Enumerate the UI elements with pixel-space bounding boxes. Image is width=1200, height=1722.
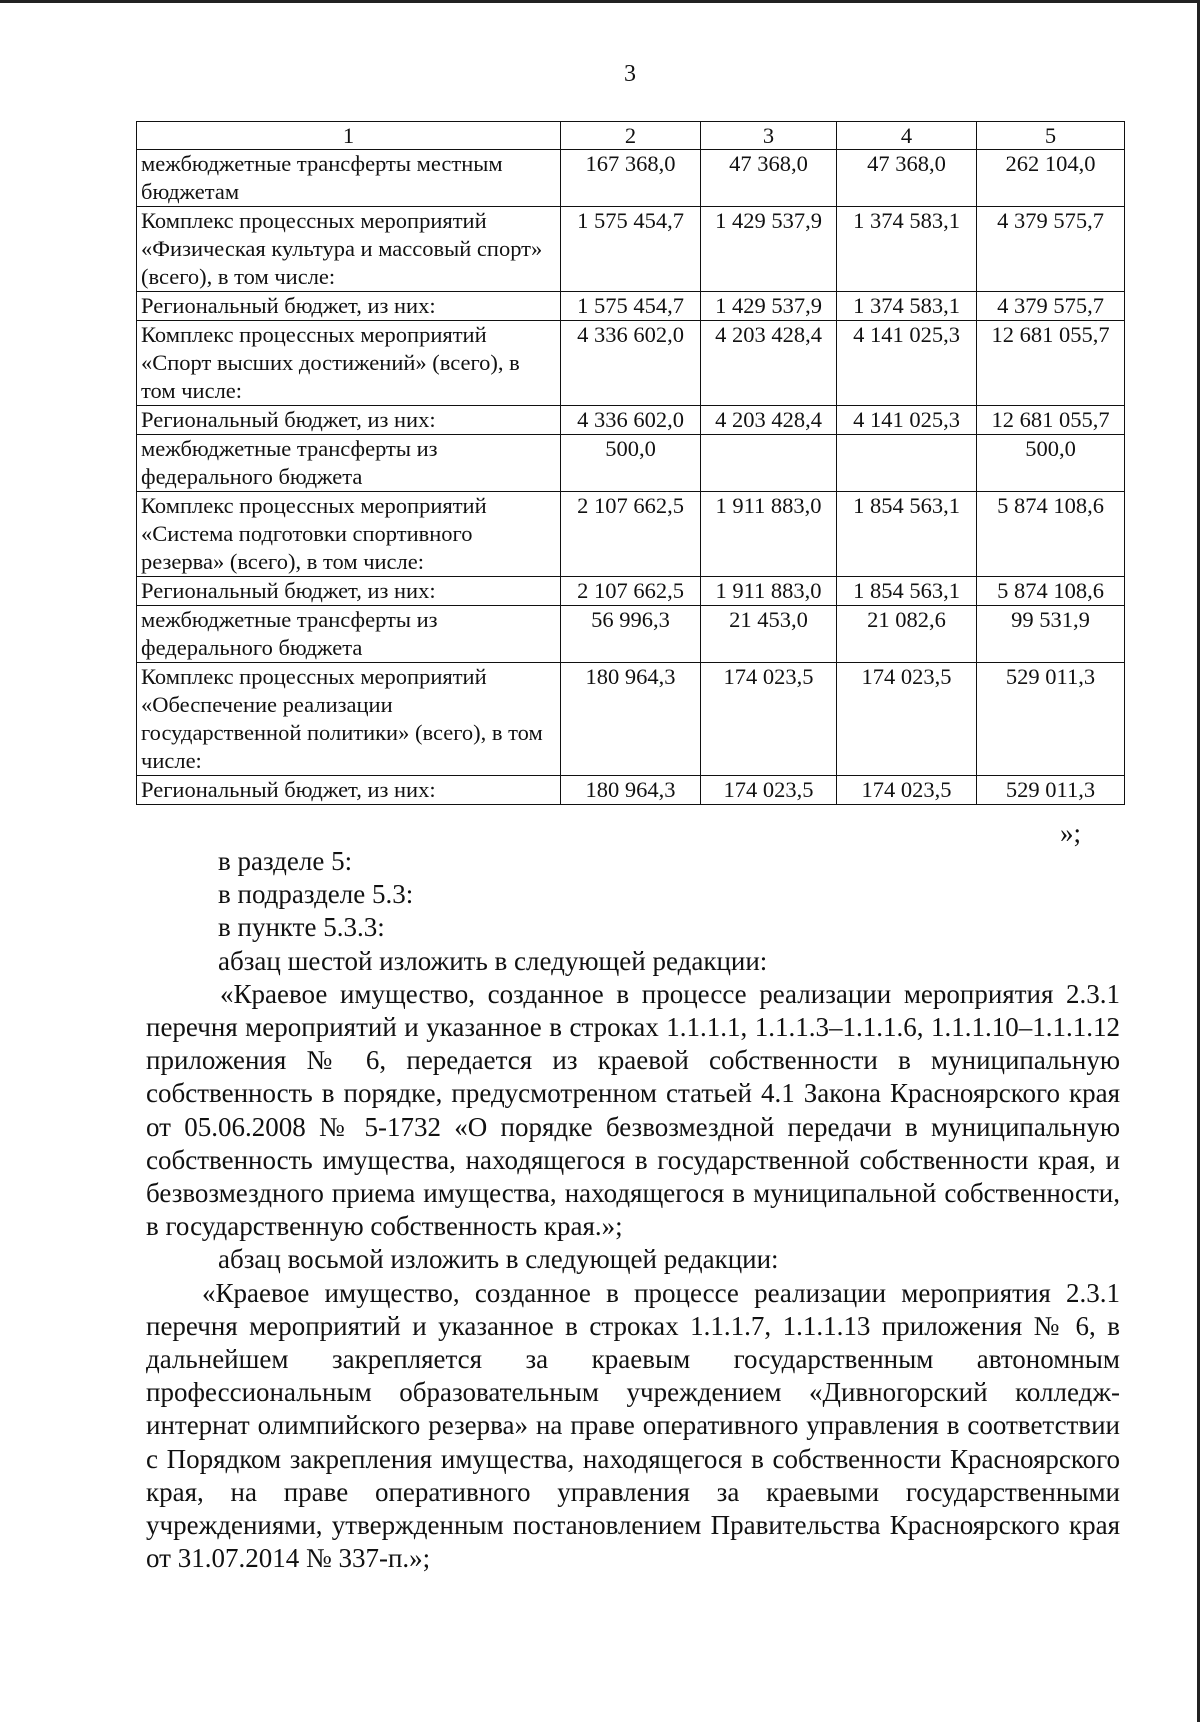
amended-paragraph: «Краевое имущество, созданное в процессе реализации мероприятия 2.3.1 перечня мероприятий и указанное в строках 1.1.1.1, 1.1.1.3–1.1.1.6, 1.1.1.10–1.1.1.12 приложения № 6, передается из краевой собственности в муниципальную собственность в порядке, предусмотренном статьей 4.1 Закона Красноярского края от 05.06.2008 № 5-1732 «О порядке безвозмездной передачи в муниципальную собственность имущества, находящегося в государственной собственности края, и безвозмездного приема имущества, находящегося в муниципальной собственности, в государственную собственность края.»; — [146, 978, 1120, 1242]
cell-value: 1 575 454,7 — [561, 292, 701, 321]
subsection-reference: в подразделе 5.3: — [218, 879, 414, 910]
cell-value: 4 379 575,7 — [977, 292, 1125, 321]
cell-value: 2 107 662,5 — [561, 577, 701, 606]
cell-value: 529 011,3 — [977, 663, 1125, 776]
row-label: Комплекс процессных мероприятий «Система подготовки спортивного резерва» (всего), в том числе: — [137, 492, 561, 577]
cell-value: 1 911 883,0 — [701, 492, 837, 577]
amendment-text — [146, 845, 1120, 1575]
row-label: Региональный бюджет, из них: — [137, 776, 561, 805]
cell-value — [837, 435, 977, 492]
table-row — [137, 406, 1125, 435]
column-header: 2 — [561, 122, 701, 150]
cell-value: 21 082,6 — [837, 606, 977, 663]
cell-value: 1 429 537,9 — [701, 207, 837, 292]
table-row — [137, 292, 1125, 321]
cell-value: 1 429 537,9 — [701, 292, 837, 321]
paragraph-instruction: абзац восьмой изложить в следующей редакции: — [218, 1244, 779, 1275]
cell-value: 529 011,3 — [977, 776, 1125, 805]
amended-paragraph: «Краевое имущество, созданное в процессе реализации мероприятия 2.3.1 перечня мероприятий и указанное в строках 1.1.1.7, 1.1.1.13 приложения № 6, в дальнейшем закрепляется за краевым государственным автономным профессиональным образовательным учреждением «Дивногорский колледж-интернат олимпийского резерва» на праве оперативного управления в соответствии с Порядком закрепления имущества, находящегося в собственности Красноярского края, на праве оперативного управления за краевыми государственными учреждениями, утвержденным постановлением Правительства Красноярского края от 31.07.2014 № 337-п.»; — [146, 1277, 1120, 1574]
row-label: Региональный бюджет, из них: — [137, 406, 561, 435]
row-label: межбюджетные трансферты из федерального бюджета — [137, 435, 561, 492]
section-reference: в разделе 5: — [218, 846, 353, 876]
table-row — [137, 577, 1125, 606]
cell-value: 4 141 025,3 — [837, 406, 977, 435]
row-label: Региональный бюджет, из них: — [137, 292, 561, 321]
row-label: Комплекс процессных мероприятий «Физическая культура и массовый спорт» (всего), в том числе: — [137, 207, 561, 292]
cell-value: 1 374 583,1 — [837, 292, 977, 321]
column-header: 4 — [837, 122, 977, 150]
table-row — [137, 207, 1125, 292]
table-row — [137, 776, 1125, 805]
table-header-row — [137, 122, 1125, 150]
cell-value: 4 203 428,4 — [701, 321, 837, 406]
cell-value: 5 874 108,6 — [977, 577, 1125, 606]
cell-value: 167 368,0 — [561, 150, 701, 207]
cell-value: 1 854 563,1 — [837, 492, 977, 577]
cell-value: 4 336 602,0 — [561, 321, 701, 406]
cell-value: 500,0 — [561, 435, 701, 492]
cell-value: 47 368,0 — [701, 150, 837, 207]
row-label: межбюджетные трансферты местным бюджетам — [137, 150, 561, 207]
cell-value: 21 453,0 — [701, 606, 837, 663]
budget-table — [136, 121, 1125, 805]
table-row — [137, 321, 1125, 406]
cell-value: 99 531,9 — [977, 606, 1125, 663]
cell-value: 12 681 055,7 — [977, 406, 1125, 435]
cell-value: 47 368,0 — [837, 150, 977, 207]
cell-value: 174 023,5 — [701, 663, 837, 776]
row-label: Комплекс процессных мероприятий «Обеспечение реализации государственной политики» (всего), в том числе: — [137, 663, 561, 776]
cell-value: 4 379 575,7 — [977, 207, 1125, 292]
cell-value: 500,0 — [977, 435, 1125, 492]
cell-value: 174 023,5 — [837, 663, 977, 776]
cell-value: 2 107 662,5 — [561, 492, 701, 577]
row-label: межбюджетные трансферты из федерального бюджета — [137, 606, 561, 663]
cell-value — [701, 435, 837, 492]
clause-reference: в пункте 5.3.3: — [218, 912, 385, 943]
table-row — [137, 492, 1125, 577]
column-header: 3 — [701, 122, 837, 150]
cell-value: 262 104,0 — [977, 150, 1125, 207]
cell-value: 1 854 563,1 — [837, 577, 977, 606]
row-label: Комплекс процессных мероприятий «Спорт высших достижений» (всего), в том числе: — [137, 321, 561, 406]
cell-value: 4 336 602,0 — [561, 406, 701, 435]
paragraph-instruction: абзац шестой изложить в следующей редакции: — [218, 945, 768, 976]
cell-value: 1 575 454,7 — [561, 207, 701, 292]
cell-value: 174 023,5 — [837, 776, 977, 805]
cell-value: 56 996,3 — [561, 606, 701, 663]
cell-value: 4 203 428,4 — [701, 406, 837, 435]
column-header: 5 — [977, 122, 1125, 150]
cell-value: 174 023,5 — [701, 776, 837, 805]
cell-value: 180 964,3 — [561, 776, 701, 805]
table-row — [137, 663, 1125, 776]
cell-value: 180 964,3 — [561, 663, 701, 776]
cell-value: 5 874 108,6 — [977, 492, 1125, 577]
cell-value: 1 374 583,1 — [837, 207, 977, 292]
cell-value: 12 681 055,7 — [977, 321, 1125, 406]
cell-value: 4 141 025,3 — [837, 321, 977, 406]
cell-value: 1 911 883,0 — [701, 577, 837, 606]
table-row — [137, 435, 1125, 492]
table-row — [137, 150, 1125, 207]
row-label: Региональный бюджет, из них: — [137, 577, 561, 606]
table-row — [137, 606, 1125, 663]
page-number: 3 — [624, 61, 636, 87]
column-header: 1 — [137, 122, 561, 150]
closing-quote: »; — [1060, 818, 1082, 848]
